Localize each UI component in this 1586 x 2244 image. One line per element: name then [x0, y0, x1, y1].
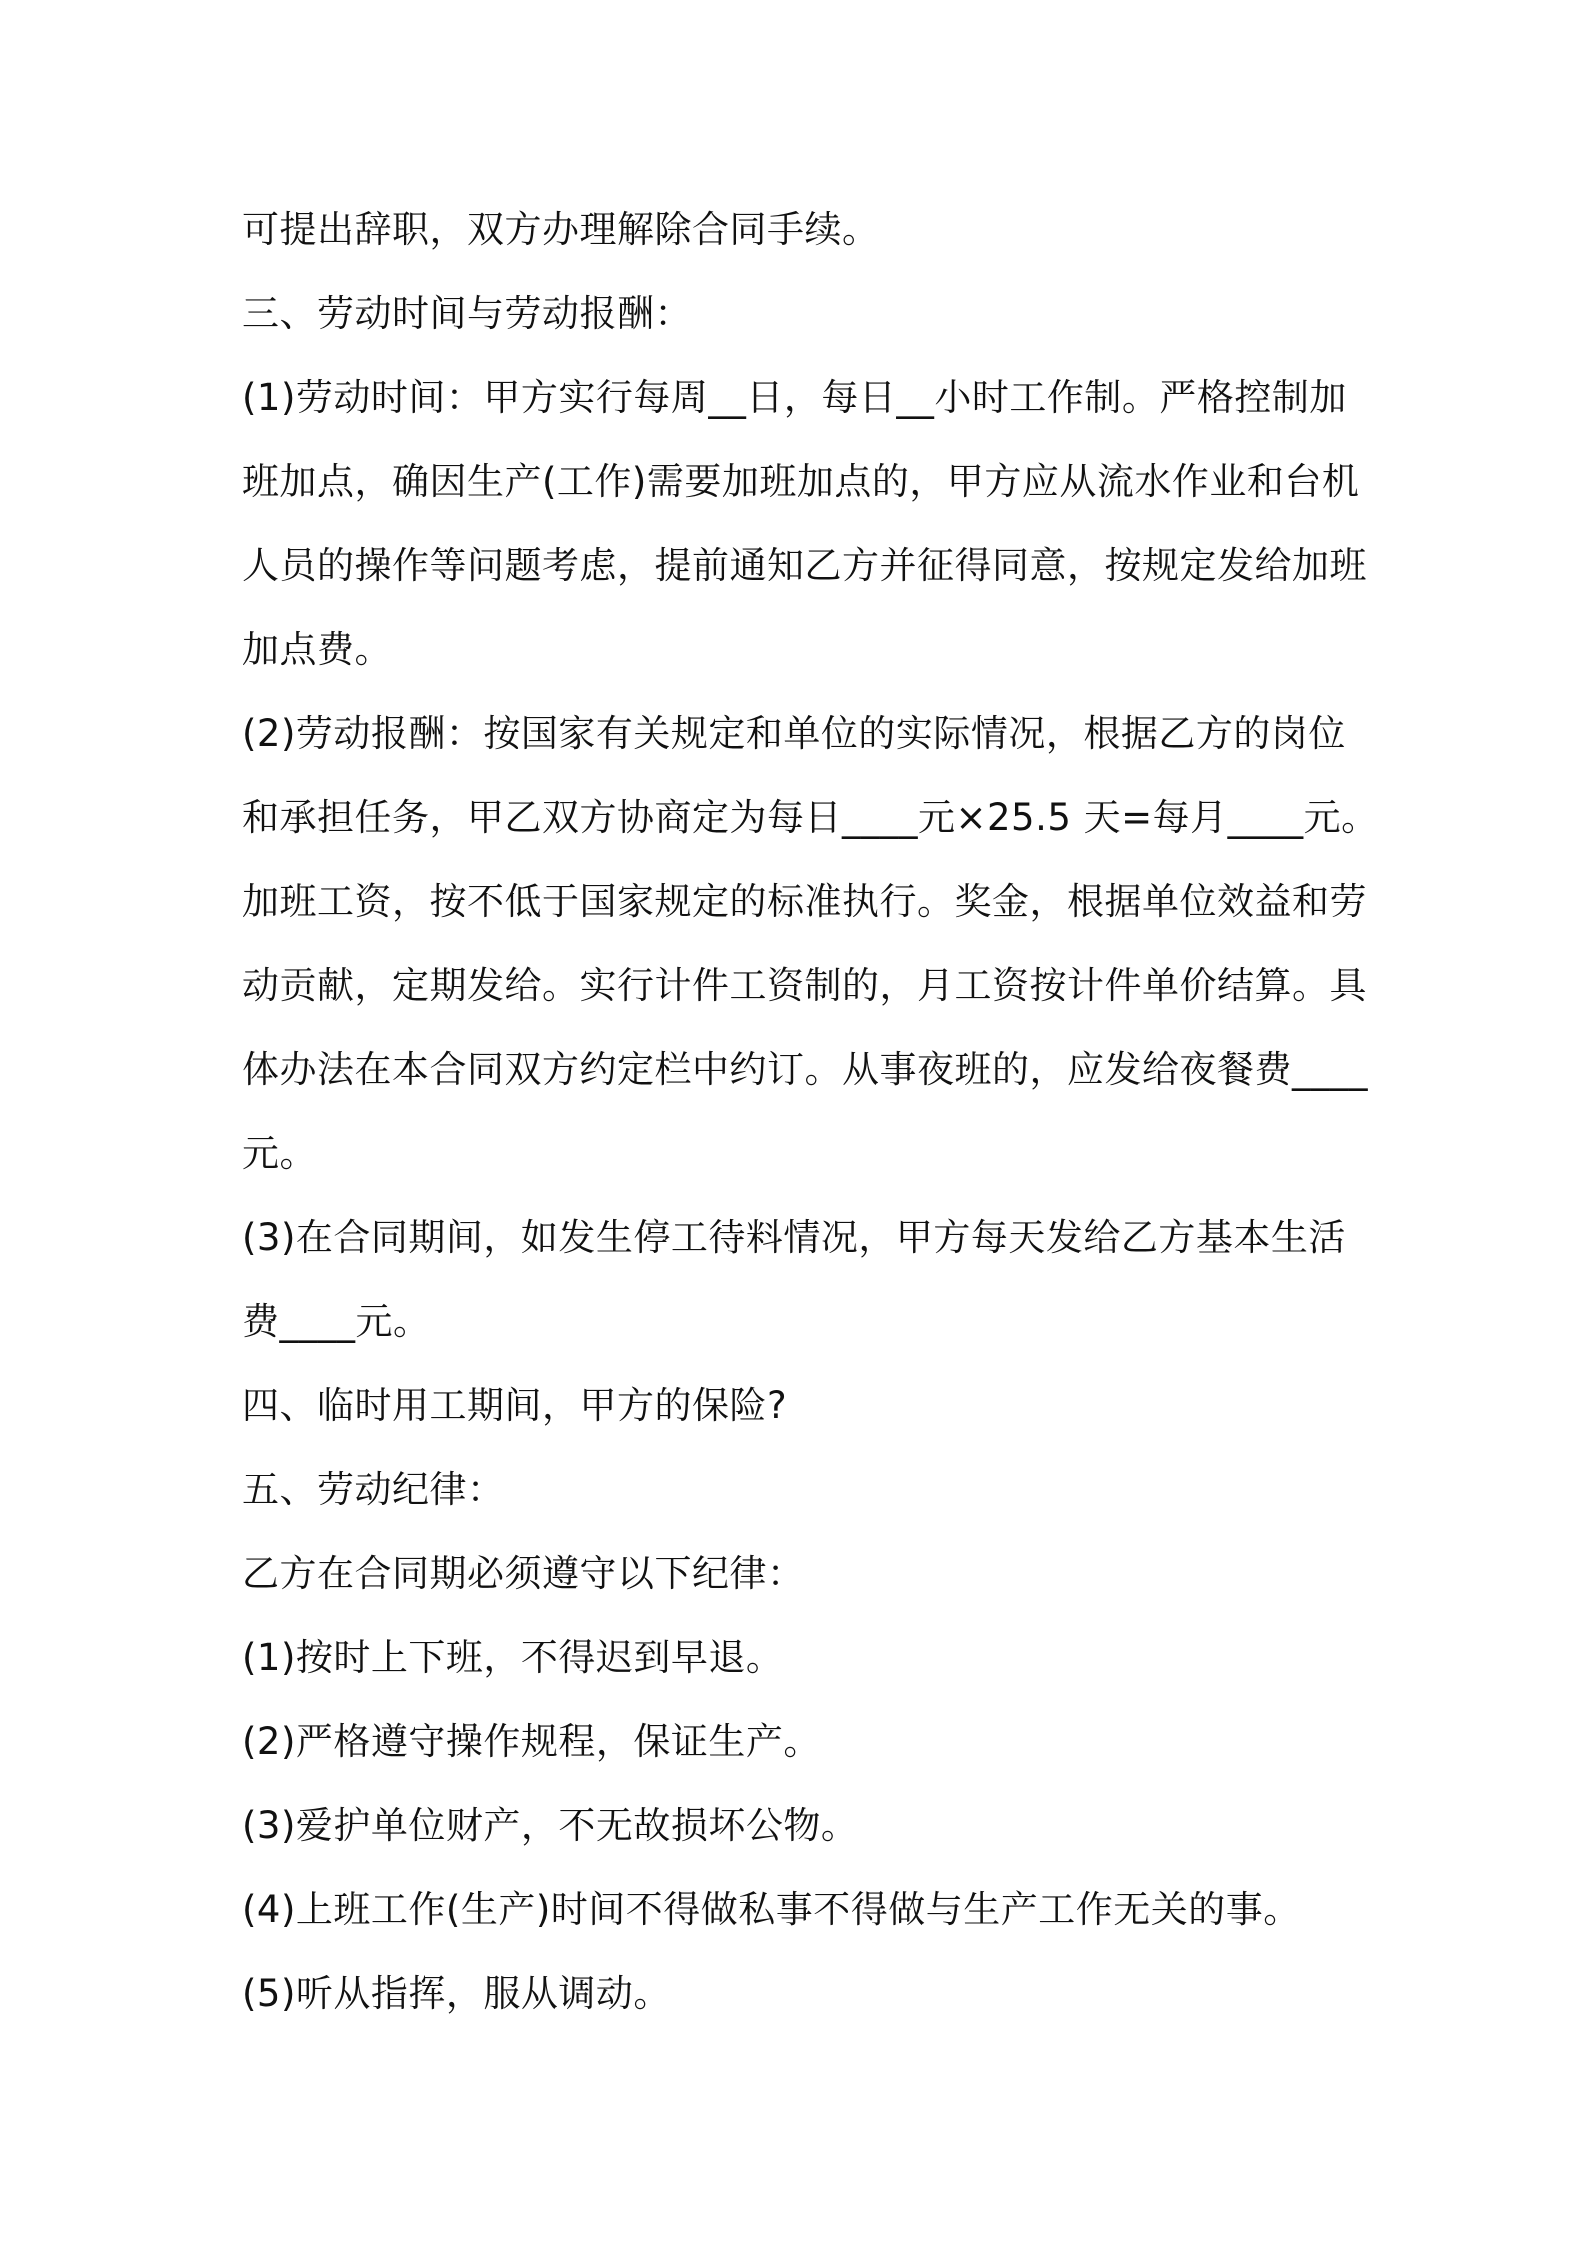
text-line: 费____元。 [242, 1300, 431, 1343]
text-line: 班加点，确因生产(工作)需要加班加点的，甲方应从流水作业和台机 [242, 460, 1360, 503]
text-line: 元。 [242, 1132, 317, 1175]
text-line: 动贡献，定期发给。实行计件工资制的，月工资按计件单价结算。具 [242, 964, 1367, 1007]
list-item: (2)严格遵守操作规程，保证生产。 [242, 1720, 821, 1763]
list-item: (1)按时上下班，不得迟到早退。 [242, 1636, 784, 1679]
text-line: 体办法在本合同双方约定栏中约订。从事夜班的，应发给夜餐费____ [242, 1048, 1368, 1091]
section-heading: 三、劳动时间与劳动报酬： [242, 292, 692, 335]
document-body [242, 198, 1379, 2046]
list-item: (5)听从指挥，服从调动。 [242, 1972, 671, 2015]
section-heading: 五、劳动纪律： [242, 1468, 505, 1511]
list-item: (4)上班工作(生产)时间不得做私事不得做与生产工作无关的事。 [242, 1888, 1301, 1931]
text-line: 和承担任务，甲乙双方协商定为每日____元×25.5 天=每月____元。 [242, 796, 1379, 839]
section-heading: 四、临时用工期间，甲方的保险? [242, 1384, 788, 1427]
text-line: 加点费。 [242, 628, 392, 671]
text-line: (3)在合同期间，如发生停工待料情况，甲方每天发给乙方基本生活 [242, 1216, 1346, 1259]
text-line: 人员的操作等问题考虑，提前通知乙方并征得同意，按规定发给加班 [242, 544, 1367, 587]
text-line: (2)劳动报酬：按国家有关规定和单位的实际情况，根据乙方的岗位 [242, 712, 1346, 755]
text-line: 加班工资，按不低于国家规定的标准执行。奖金，根据单位效益和劳 [242, 880, 1367, 923]
list-item: (3)爱护单位财产，不无故损坏公物。 [242, 1804, 859, 1847]
text-line: 可提出辞职，双方办理解除合同手续。 [242, 208, 880, 251]
text-line: 乙方在合同期必须遵守以下纪律： [242, 1552, 805, 1595]
text-line: (1)劳动时间：甲方实行每周__日，每日__小时工作制。严格控制加 [242, 376, 1347, 419]
